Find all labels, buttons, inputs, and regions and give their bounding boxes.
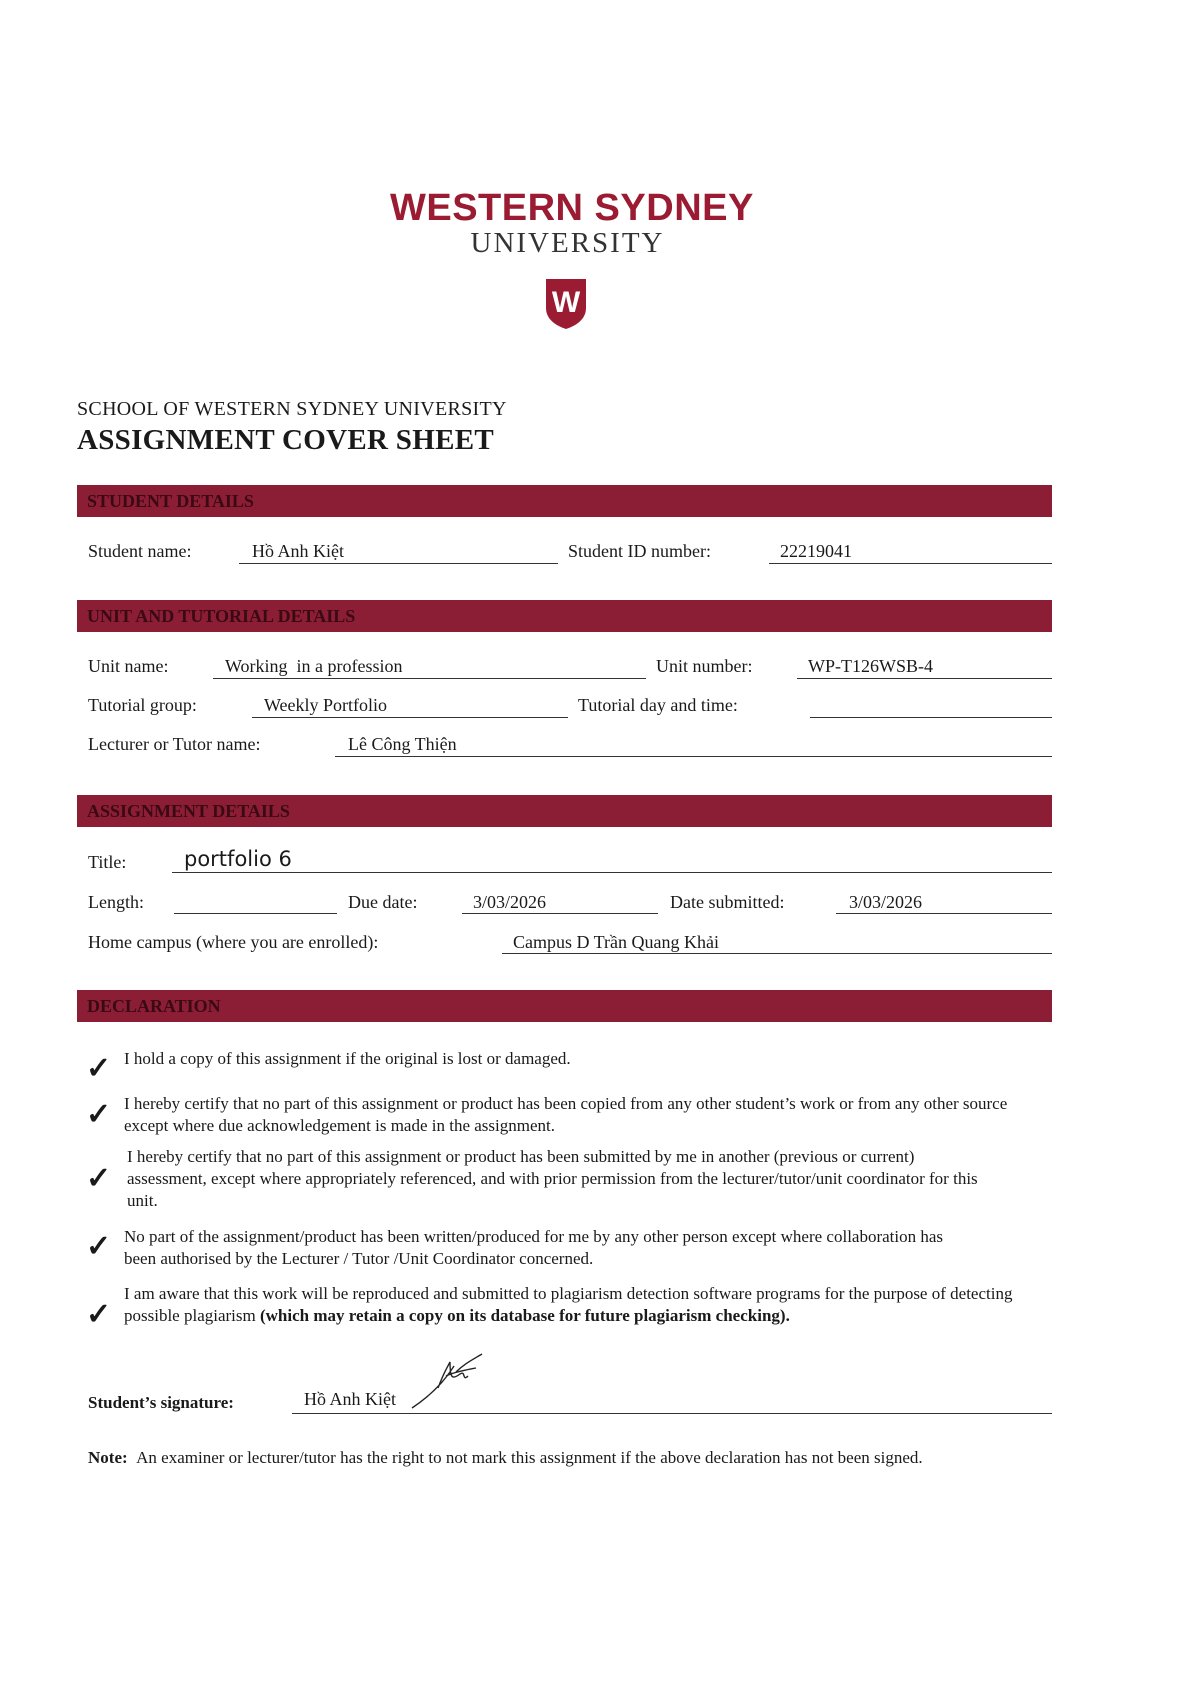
student-name-field[interactable]: Hồ Anh Kiệt	[252, 541, 344, 561]
unit-number-line	[797, 678, 1052, 679]
declaration-item-5	[124, 1283, 1044, 1327]
due-date-label: Due date:	[348, 892, 418, 912]
student-name-label: Student name:	[88, 541, 192, 561]
tutor-name-line	[335, 756, 1052, 757]
school-name: SCHOOL OF WESTERN SYDNEY UNIVERSITY	[77, 398, 507, 420]
title-label: Title:	[88, 852, 127, 872]
unit-name-field[interactable]: Working in a profession	[225, 656, 403, 676]
tutor-name-label: Lecturer or Tutor name:	[88, 734, 261, 754]
section-unit-details: UNIT AND TUTORIAL DETAILS	[77, 600, 1052, 632]
declaration-item-2: I hereby certify that no part of this assignment or product has been copied from any other student’s work or from any other source except where due acknowledgement is made in the assignment.	[124, 1094, 1008, 1135]
signature-field[interactable]: Hồ Anh Kiệt	[304, 1389, 396, 1409]
home-campus-line	[502, 953, 1052, 954]
logo-line2: UNIVERSITY	[470, 227, 665, 259]
section-assignment-details: ASSIGNMENT DETAILS	[77, 795, 1052, 827]
length-label: Length:	[88, 892, 144, 912]
date-submitted-label: Date submitted:	[670, 892, 785, 912]
check-icon: ✓	[86, 1098, 112, 1131]
unit-number-field[interactable]: WP-T126WSB-4	[808, 656, 933, 676]
signature-scribble	[410, 1352, 485, 1412]
due-date-field[interactable]: 3/03/2026	[473, 892, 547, 912]
title-line	[172, 872, 1052, 873]
tutorial-group-line	[252, 717, 568, 718]
student-name-line	[239, 563, 558, 564]
due-date-line	[462, 913, 658, 914]
title-field[interactable]: portfolio 6	[184, 847, 292, 871]
section-declaration: DECLARATION	[77, 990, 1052, 1022]
page-title: ASSIGNMENT COVER SHEET	[77, 424, 495, 456]
date-submitted-field[interactable]: 3/03/2026	[849, 892, 923, 912]
university-logo	[390, 187, 754, 259]
declaration-item-5-bold: (which may retain a copy on its database for future plagiarism checking).	[259, 1306, 790, 1325]
shield-letter: W	[551, 286, 581, 319]
section-student-details: STUDENT DETAILS	[77, 485, 1052, 517]
check-icon: ✓	[86, 1298, 112, 1331]
tutorial-group-field[interactable]: Weekly Portfolio	[264, 695, 388, 715]
home-campus-label: Home campus (where you are enrolled):	[88, 932, 379, 952]
note-label: Note:	[88, 1448, 128, 1467]
tutor-name-field[interactable]: Lê Công Thiện	[348, 734, 457, 754]
note-text: An examiner or lecturer/tutor has the right to not mark this assignment if the above declaration has not been signed.	[136, 1448, 923, 1467]
student-id-line	[769, 563, 1052, 564]
check-icon: ✓	[86, 1230, 112, 1263]
student-id-label: Student ID number:	[568, 541, 711, 561]
signature-line	[292, 1413, 1052, 1414]
signature-label: Student’s signature:	[88, 1393, 234, 1412]
length-line	[174, 913, 337, 914]
date-submitted-line	[836, 913, 1052, 914]
student-id-field[interactable]: 22219041	[780, 541, 852, 561]
footer-note	[88, 1448, 923, 1468]
shield-icon	[545, 278, 587, 330]
declaration-item-3: I hereby certify that no part of this assignment or product has been submitted by me in another (previous or current) assessment, except where appropriately referenced, and with prior permission from the lecturer/tutor/unit coordinator for this unit.	[127, 1147, 978, 1210]
declaration-item-5-text: I am aware that this work will be reproduced and submitted to plagiarism detection software programs for the purpose of detecting possible plagiarism	[124, 1284, 1013, 1325]
check-icon: ✓	[86, 1162, 112, 1195]
unit-name-line	[213, 678, 646, 679]
check-icon: ✓	[86, 1052, 112, 1085]
unit-name-label: Unit name:	[88, 656, 169, 676]
logo-line1: WESTERN SYDNEY	[390, 187, 754, 229]
declaration-item-4: No part of the assignment/product has been written/produced for me by any other person except where collaboration has been authorised by the Lecturer / Tutor /Unit Coordinator concerned.	[124, 1227, 944, 1268]
tutorial-day-line	[810, 717, 1052, 718]
home-campus-field[interactable]: Campus D Trần Quang Khải	[513, 932, 719, 952]
declaration-item-1: I hold a copy of this assignment if the original is lost or damaged.	[124, 1049, 571, 1068]
unit-number-label: Unit number:	[656, 656, 753, 676]
tutorial-day-label: Tutorial day and time:	[578, 695, 738, 715]
tutorial-group-label: Tutorial group:	[88, 695, 197, 715]
